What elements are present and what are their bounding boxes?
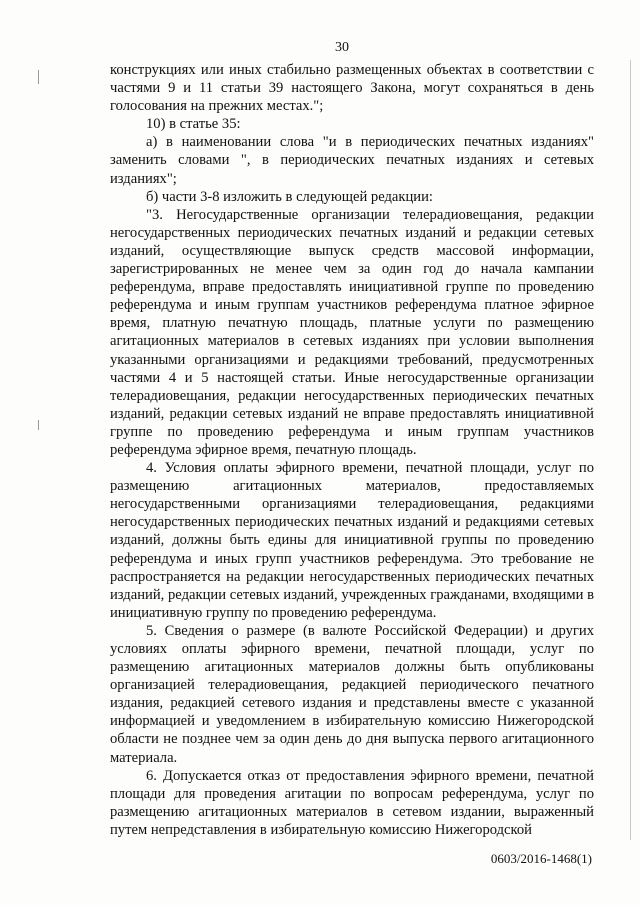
- document-code: 0603/2016-1468(1): [490, 851, 592, 866]
- paragraph-item-10: 10) в статье 35:: [146, 116, 241, 133]
- paragraph-part-4: 4. Условия оплаты эфирного времени, печатной площади, услуг по размещению агитационных материалов, предоставляемых негосударственными организациями телерадиовещания, редакциями негосударственных периодических печатных изданий и редакциями сетевых изданий, должны быть едины для инициативной группы по проведению референдума и иных групп участников референдума. Это требование не распространяется на редакции негосударственных периодических печатных изданий, редакции сетевых изданий, учрежденных гражданами, входящими в инициативную группу по проведению референдума.: [110, 460, 594, 621]
- scan-edge-mark: [38, 420, 39, 430]
- paragraph-part-5: 5. Сведения о размере (в валюте Российской Федерации) и других условиях оплаты эфирного времени, печатной площади, услуг по размещению агитационных материалов должны быть опубликованы организацией телерадиовещания, редакцией периодического печатного издания, редакцией сетевого издания и представлены вместе с указанной информацией и уведомлением в избирательную комиссию Нижегородской области не позднее чем за один день до дня выпуска первого агитационного материала.: [110, 622, 594, 766]
- paragraph-part-3: "3. Негосударственные организации телерадиовещания, редакции негосударственных периодических печатных изданий и редакции сетевых изданий, осуществляющие выпуск средств массовой информации, зарегистрированных не менее чем за один год до начала кампании референдума, вправе предоставлять инициативной группе по проведению референдума и иным группам участников референдума платное эфирное время, платную печатную площадь, платные услуги по размещению агитационных материалов в сетевых изданиях при условии выполнения указанными организациями и редакциями требований, предусмотренных частями 4 и 5 настоящей статьи. Иные негосударственные организации телерадиовещания, редакции негосударственных периодических печатных изданий, редакции сетевых изданий не вправе предоставлять инициативной группе по проведению референдума и иным группам участников референдума эфирное время, печатную площадь.: [110, 206, 594, 458]
- page-number: 30: [335, 40, 349, 55]
- paragraph-subitem-b: б) части 3-8 изложить в следующей редакции:: [146, 188, 433, 205]
- paragraph-subitem-a: а) в наименовании слова "и в периодических печатных изданиях" заменить словами ", в периодических печатных изданиях и сетевых изданиях";: [110, 134, 594, 187]
- scan-edge-mark: [38, 70, 39, 84]
- paragraph-part-6: 6. Допускается отказ от предоставления эфирного времени, печатной площади для проведения агитации по вопросам референдума, услуг по размещению агитационных материалов в сетевом издании, выраженный путем непредставления в избирательную комиссию Нижегородской: [110, 767, 594, 838]
- scan-edge-mark: [630, 60, 631, 840]
- paragraph-continuation: конструкциях или иных стабильно размещенных объектах в соответствии с частями 9 и 11 статьи 39 настоящего Закона, могут сохраняться в день голосования на прежних местах.";: [110, 62, 594, 115]
- document-body: [110, 61, 594, 839]
